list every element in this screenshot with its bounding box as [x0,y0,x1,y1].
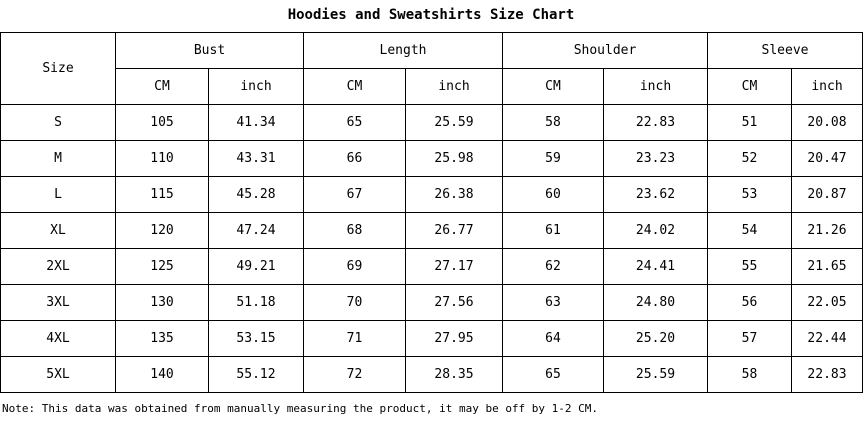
table-cell: 49.21 [209,249,304,285]
table-cell: 68 [304,213,406,249]
table-cell: 54 [708,213,792,249]
header-row-units [1,69,863,105]
table-cell: 140 [116,357,209,393]
table-cell: 61 [503,213,604,249]
table-row [1,249,863,285]
table-cell: 130 [116,285,209,321]
table-cell: 60 [503,177,604,213]
table-cell: 20.87 [792,177,863,213]
table-cell: 26.77 [406,213,503,249]
table-cell: 62 [503,249,604,285]
table-cell: 125 [116,249,209,285]
header-row-groups [1,33,863,69]
size-header: Size [1,33,116,105]
unit-header: CM [304,69,406,105]
table-row [1,177,863,213]
group-header-length: Length [304,33,503,69]
group-header-sleeve: Sleeve [708,33,863,69]
table-cell: 67 [304,177,406,213]
table-cell: 27.17 [406,249,503,285]
size-label-cell: M [1,141,116,177]
table-cell: 26.38 [406,177,503,213]
table-cell: 25.59 [604,357,708,393]
table-cell: 22.83 [792,357,863,393]
table-cell: 25.20 [604,321,708,357]
unit-header: CM [116,69,209,105]
table-row [1,141,863,177]
table-cell: 57 [708,321,792,357]
table-cell: 20.08 [792,105,863,141]
table-cell: 52 [708,141,792,177]
unit-header: inch [792,69,863,105]
table-cell: 23.23 [604,141,708,177]
table-cell: 27.56 [406,285,503,321]
table-cell: 58 [503,105,604,141]
table-cell: 55 [708,249,792,285]
size-label-cell: 3XL [1,285,116,321]
table-cell: 21.26 [792,213,863,249]
table-cell: 22.44 [792,321,863,357]
table-cell: 58 [708,357,792,393]
table-row [1,357,863,393]
unit-header: CM [708,69,792,105]
table-cell: 56 [708,285,792,321]
size-label-cell: S [1,105,116,141]
table-cell: 25.98 [406,141,503,177]
table-cell: 63 [503,285,604,321]
table-row [1,321,863,357]
table-cell: 53 [708,177,792,213]
table-cell: 24.02 [604,213,708,249]
table-cell: 115 [116,177,209,213]
table-cell: 135 [116,321,209,357]
table-cell: 41.34 [209,105,304,141]
table-cell: 21.65 [792,249,863,285]
table-cell: 105 [116,105,209,141]
size-label-cell: XL [1,213,116,249]
measurement-note: Note: This data was obtained from manually measuring the product, it may be off by 1-2 CM. [2,402,599,415]
table-cell: 22.05 [792,285,863,321]
size-label-cell: 2XL [1,249,116,285]
table-cell: 64 [503,321,604,357]
table-row [1,105,863,141]
size-label-cell: L [1,177,116,213]
table-cell: 53.15 [209,321,304,357]
size-label-cell: 5XL [1,357,116,393]
table-cell: 27.95 [406,321,503,357]
table-cell: 55.12 [209,357,304,393]
table-cell: 24.80 [604,285,708,321]
table-row [1,213,863,249]
table-cell: 51.18 [209,285,304,321]
table-cell: 66 [304,141,406,177]
table-cell: 23.62 [604,177,708,213]
group-header-bust: Bust [116,33,304,69]
chart-title: Hoodies and Sweatshirts Size Chart [287,7,575,23]
table-cell: 72 [304,357,406,393]
table-cell: 20.47 [792,141,863,177]
size-chart-table [0,32,863,393]
table-cell: 70 [304,285,406,321]
table-cell: 22.83 [604,105,708,141]
table-cell: 47.24 [209,213,304,249]
table-cell: 43.31 [209,141,304,177]
table-cell: 51 [708,105,792,141]
table-cell: 110 [116,141,209,177]
unit-header: inch [209,69,304,105]
size-table-body [1,105,863,393]
table-cell: 65 [503,357,604,393]
unit-header: inch [604,69,708,105]
table-cell: 24.41 [604,249,708,285]
table-cell: 28.35 [406,357,503,393]
group-header-shoulder: Shoulder [503,33,708,69]
size-label-cell: 4XL [1,321,116,357]
table-cell: 25.59 [406,105,503,141]
unit-header: inch [406,69,503,105]
table-cell: 120 [116,213,209,249]
table-cell: 45.28 [209,177,304,213]
table-cell: 71 [304,321,406,357]
table-cell: 65 [304,105,406,141]
table-row [1,285,863,321]
table-cell: 69 [304,249,406,285]
unit-header: CM [503,69,604,105]
table-cell: 59 [503,141,604,177]
